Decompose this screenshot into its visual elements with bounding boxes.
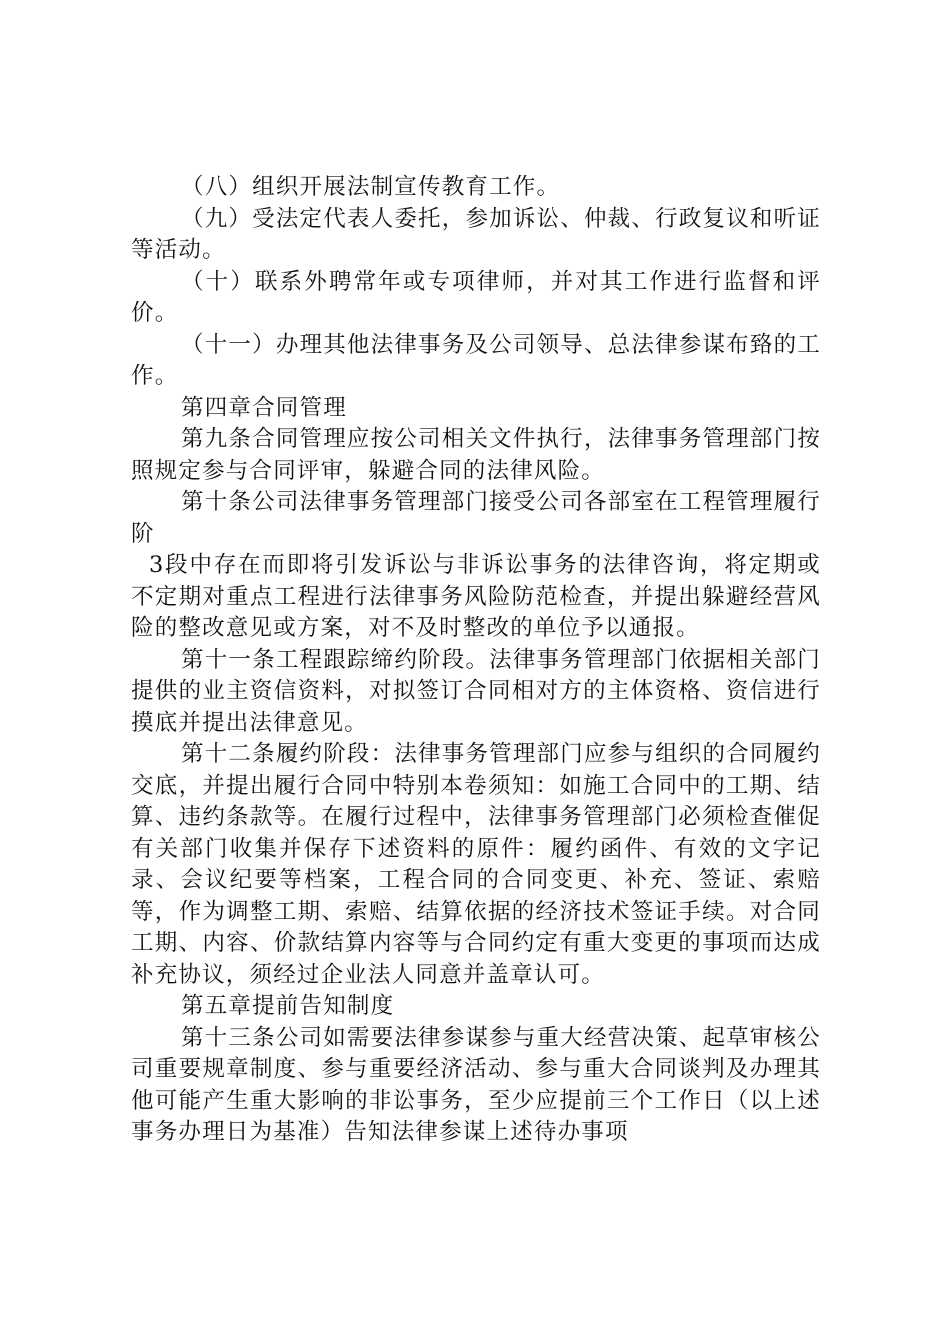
article-9: 第九条合同管理应按公司相关文件执行，法律事务管理部门按照规定参与合同评审，躲避合同的法律风险。 [131, 426, 821, 484]
article-10-continuation: 3段中存在而即将引发诉讼与非诉讼事务的法律咨询，将定期或不定期对重点工程进行法律事务风险防范检查，并提出躲避经营风险的整改意见或方案，对不及时整改的单位予以通报。 [131, 552, 821, 641]
document-body [131, 172, 821, 1149]
paragraph-item-10: （十）联系外聘常年或专项律师，并对其工作进行监督和评价。 [131, 268, 821, 326]
article-11: 第十一条工程跟踪缔约阶段。法律事务管理部门依据相关部门提供的业主资信资料，对拟签订合同相对方的主体资格、资信进行摸底并提出法律意见。 [131, 646, 821, 736]
chapter-4-heading: 第四章合同管理 [181, 394, 347, 421]
article-13: 第十三条公司如需要法律参谋参与重大经营决策、起草审核公司重要规章制度、参与重要经济活动、参与重大合同谈判及办理其他可能产生重大影响的非讼事务，至少应提前三个工作日（以上述事务办理日为基准）告知法律参谋上述待办事项 [131, 1024, 821, 1145]
chapter-5-heading: 第五章提前告知制度 [181, 993, 395, 1019]
article-12: 第十二条履约阶段：法律事务管理部门应参与组织的合同履约交底，并提出履行合同中特别本卷须知：如施工合同中的工期、结算、违约条款等。在履行过程中，法律事务管理部门必须检查催促有关部门收集并保存下述资料的原件：履约函件、有效的文字记录、会议纪要等档案，工程合同的合同变更、补充、签证、索赔等，作为调整工期、索赔、结算依据的经济技术签证手续。对合同工期、内容、价款结算内容等与合同约定有重大变更的事项而达成补充协议，须经过企业法人同意并盖章认可。 [131, 741, 821, 988]
paragraph-item-9: （九）受法定代表人委托，参加诉讼、仲裁、行政复议和听证等活动。 [131, 205, 821, 263]
paragraph-item-8: （八）组织开展法制宣传教育工作。 [181, 174, 561, 200]
article-10: 第十条公司法律事务管理部门接受公司各部室在工程管理履行阶 [131, 489, 821, 547]
paragraph-item-11: （十一）办理其他法律事务及公司领导、总法律参谋布臵的工作。 [131, 331, 821, 389]
